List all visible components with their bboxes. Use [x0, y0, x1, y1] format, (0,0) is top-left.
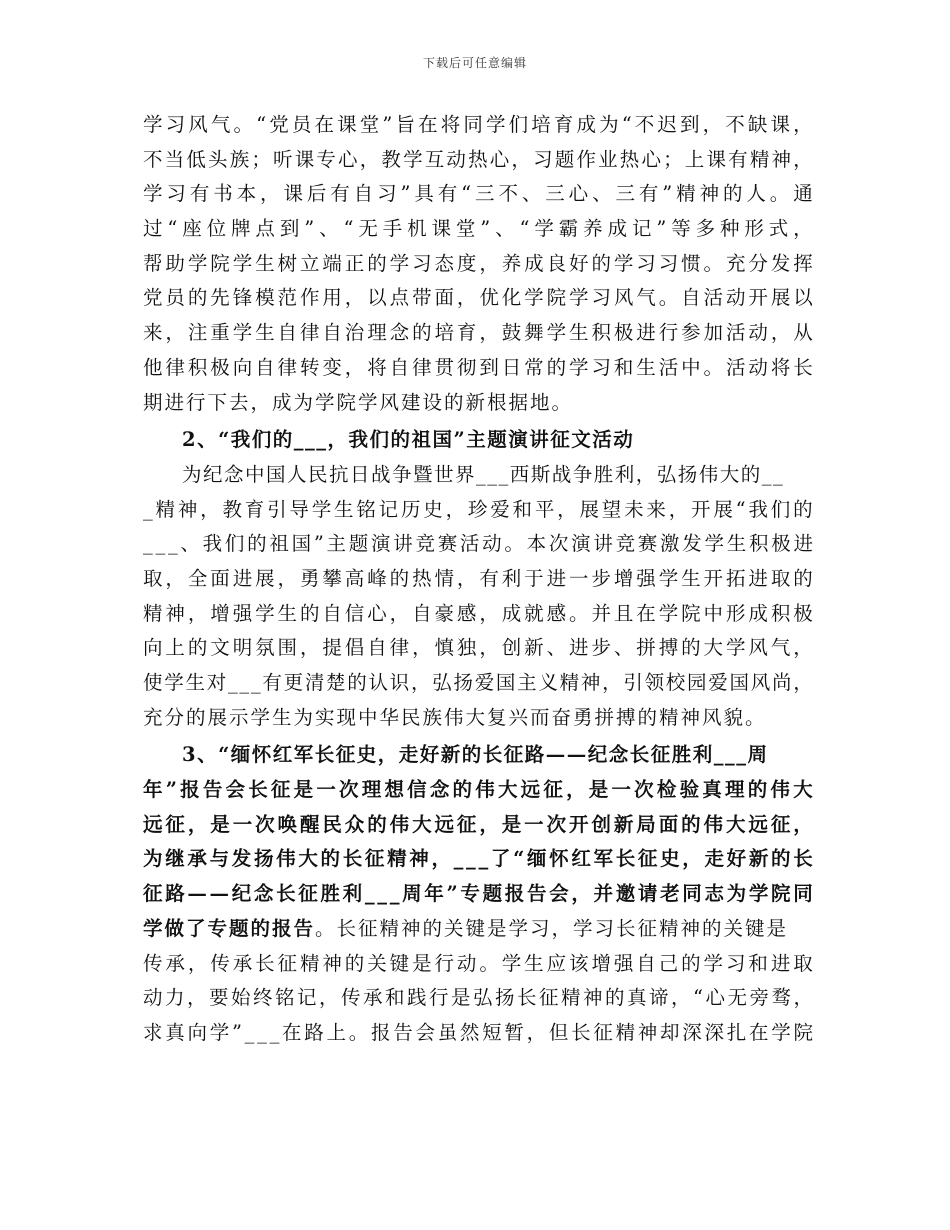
- text-line: 充分的展示学生为实现中华民族伟大复兴而奋勇拼搏的精神风貌。: [143, 705, 767, 729]
- text-line: 过 “ 座 位 牌 点 到 ” 、 “ 无 手 机 课 堂 ” 、 “ 学 霸 养 成 记 ” 等 多 种 形 式 ，: [143, 217, 813, 241]
- text-line: 向 上 的 文 明 氛 围 ， 提 倡 自 律 ， 慎 独 ， 创 新 、 进 步 、 拼 搏 的 大 学 风 气 ，: [143, 636, 813, 660]
- document-body: [143, 108, 813, 1051]
- text-line: [143, 912, 813, 947]
- text-line: 为 继 承 与 发 扬 伟 大 的 长 征 精 神 ， _ _ _ 了 “ 缅 怀 红 军 长 征 史 ， 走 好 新 的 长: [143, 847, 813, 871]
- text-line: 来 ， 注 重 学 生 自 律 自 治 理 念 的 培 育 ， 鼓 舞 学 生 积 极 进 行 参 加 活 动 ， 从: [143, 321, 813, 345]
- paragraph-2: [143, 423, 813, 735]
- text-line: 动 力 ， 要 始 终 铭 记 ， 传 承 和 践 行 是 弘 扬 长 征 精 神 的 真 谛 ， “ 心 无 旁 骛 ，: [143, 986, 813, 1010]
- text-line: 党 员 的 先 锋 模 范 作 用 ， 以 点 带 面 ， 优 化 学 院 学 习 风 气 。 自 活 动 开 展 以: [143, 286, 813, 310]
- text-span: 。长征精神的关键是学习，学习长征精神的关键是: [315, 916, 789, 940]
- bold-span: 学做了专题的报告: [143, 916, 316, 940]
- section-heading: 2、“我们的___，我们的祖国”主题演讲征文活动: [182, 428, 635, 452]
- text-line: 期进行下去，成为学院学风建设的新根据地。: [143, 390, 574, 414]
- text-line: 为纪念中国人民抗日战争暨世界___西斯战争胜利，弘扬伟大的__: [182, 462, 785, 486]
- text-line: 传 承 ， 传 承 长 征 精 神 的 关 键 是 行 动 。 学 生 应 该 增 强 自 己 的 学 习 和 进 取: [143, 951, 813, 975]
- text-line: 学 习 有 书 本 ， 课 后 有 自 习 ” 具 有 “ 三 不 、 三 心 、 三 有 ” 精 神 的 人 。 通: [143, 182, 813, 206]
- text-line: _ 精 神 ， 教 育 引 导 学 生 铭 记 历 史 ， 珍 爱 和 平 ， 展 望 未 来 ， 开 展 “ 我 们 的: [143, 497, 813, 521]
- text-line: 学 习 风 气 。 “ 党 员 在 课 堂 ” 旨 在 将 同 学 们 培 育 成 为 “ 不 迟 到 ， 不 缺 课 ，: [143, 113, 813, 136]
- paragraph-1: [143, 108, 813, 420]
- text-line: 他 律 积 极 向 自 律 转 变 ， 将 自 律 贯 彻 到 日 常 的 学 习 和 生 活 中 。 活 动 将 长: [143, 355, 813, 379]
- text-line: 求 真 向 学 ” _ _ _ 在 路 上 。 报 告 会 虽 然 短 暂 ， 但 长 征 精 神 却 深 深 扎 在 学 院: [143, 1020, 813, 1044]
- paragraph-3: [143, 738, 813, 1050]
- text-line: 征 路 — — 纪 念 长 征 胜 利 _ _ _ 周 年 ” 专 题 报 告 会 ， 并 邀 请 老 同 志 为 学 院 同: [143, 882, 813, 906]
- text-line: 不 当 低 头 族 ； 听 课 专 心 ， 教 学 互 动 热 心 ， 习 题 作 业 热 心 ； 上 课 有 精 神 ，: [143, 147, 813, 171]
- text-line: 年 ” 报 告 会 长 征 是 一 次 理 想 信 念 的 伟 大 远 征 ， 是 一 次 检 验 真 理 的 伟 大: [143, 778, 813, 802]
- text-line: 使 学 生 对 _ _ _ 有 更 清 楚 的 认 识 ， 弘 扬 爱 国 主 义 精 神 ， 引 领 校 园 爱 国 风 尚 ，: [143, 671, 813, 694]
- section-heading: 3、“缅怀红军长征史，走好新的长征路——纪念长征胜利___周: [182, 743, 769, 767]
- text-line: 取 ， 全 面 进 展 ， 勇 攀 高 峰 的 热 情 ， 有 利 于 进 一 步 增 强 学 生 开 拓 进 取 的: [143, 566, 813, 590]
- text-line: 帮 助 学 院 学 生 树 立 端 正 的 学 习 态 度 ， 养 成 良 好 的 学 习 习 惯 。 充 分 发 挥: [143, 251, 813, 275]
- text-line: 精 神 ， 增 强 学 生 的 自 信 心 ， 自 豪 感 ， 成 就 感 。 并 且 在 学 院 中 形 成 积 极: [143, 601, 813, 625]
- text-line: 远 征 ， 是 一 次 唤 醒 民 众 的 伟 大 远 征 ， 是 一 次 开 创 新 局 面 的 伟 大 远 征 ，: [143, 812, 813, 836]
- text-line: _ _ _ 、 我 们 的 祖 国 ” 主 题 演 讲 竞 赛 活 动 。 本 次 演 讲 竞 赛 激 发 学 生 积 极 进: [143, 532, 813, 556]
- page-header: 下载后可任意编辑: [422, 56, 527, 70]
